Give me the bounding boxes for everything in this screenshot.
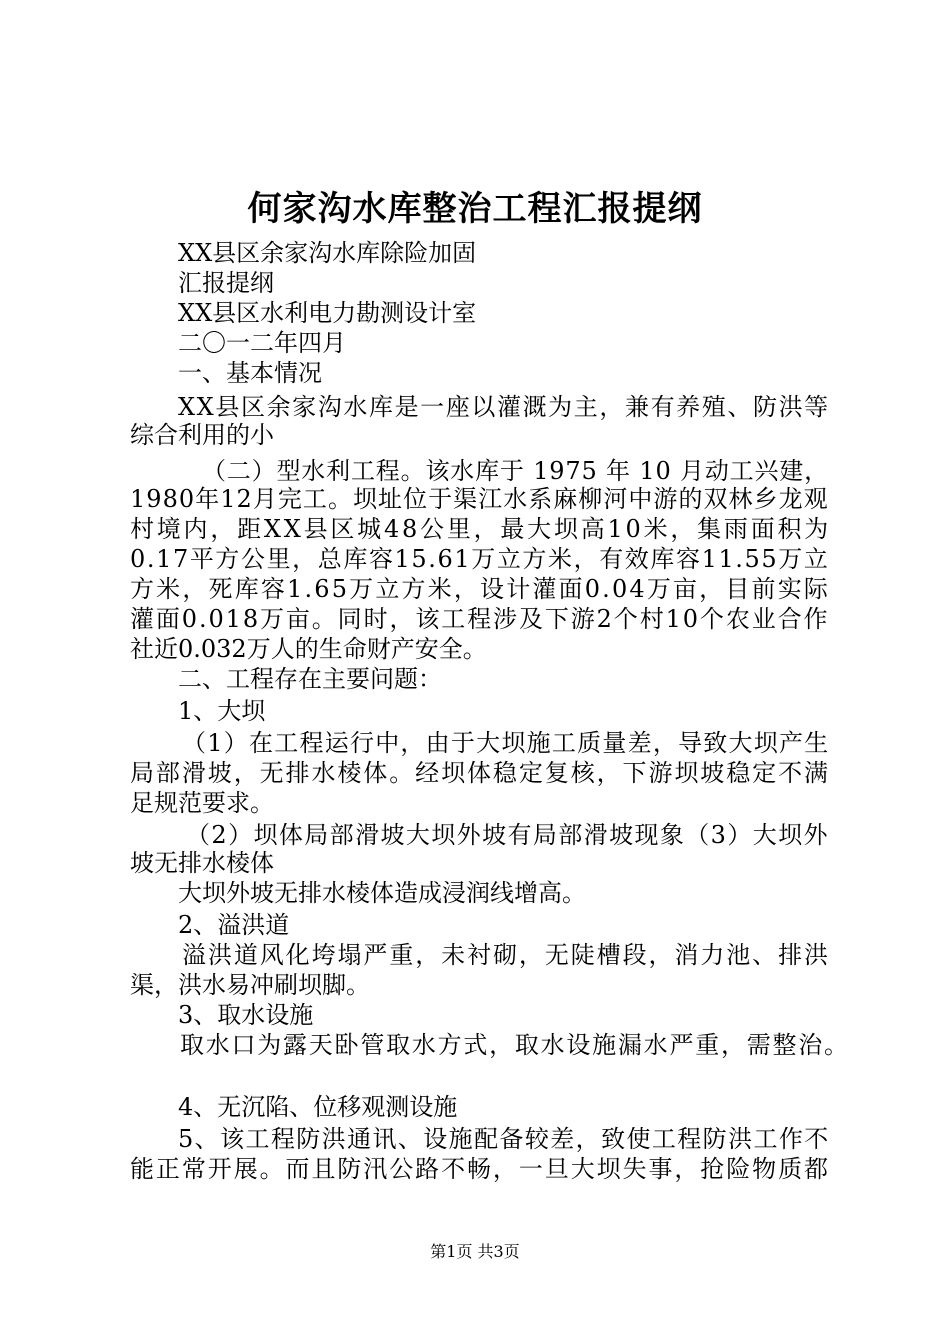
body-line: 取水口为露天卧管取水方式，取水设施漏水严重，需整治。 (180, 1031, 850, 1059)
body-line: 社近0.032万人的生命财产安全。 (130, 635, 487, 663)
body-line: 汇报提纲 (178, 269, 274, 297)
document-title: 何家沟水库整治工程汇报提纲 (247, 189, 703, 229)
body-line: 二、工程存在主要问题： (178, 665, 442, 693)
body-line: XX县区余家沟水库是一座以灌溉为主，兼有养殖、防洪等 (178, 393, 830, 421)
body-line: 足规范要求。 (130, 789, 274, 817)
body-line: 方米，死库容1.65万立方米，设计灌面0.04万亩，目前实际 (130, 575, 831, 603)
body-line: 溢洪道风化垮塌严重，未衬砌，无陡槽段，消力池、排洪 (182, 941, 830, 969)
body-line: 局部滑坡，无排水棱体。经坝体稳定复核，下游坝坡稳定不满 (130, 759, 830, 787)
body-line: （二）型水利工程。该水库于 1975 年 10 月动工兴建， (202, 457, 829, 485)
body-line: 1、大坝 (178, 697, 266, 725)
body-line: 二〇一二年四月 (178, 329, 346, 357)
body-line: 灌面0.018万亩。同时，该工程涉及下游2个村10个农业合作 (130, 605, 830, 633)
body-line: 村境内，距XX县区城48公里，最大坝高10米，集雨面积为 (130, 515, 832, 543)
body-line: （2）坝体局部滑坡大坝外坡有局部滑坡现象（3）大坝外 (186, 821, 829, 849)
page-footer: 第1页 共3页 (430, 1242, 520, 1261)
body-line: 大坝外坡无排水棱体造成浸润线增高。 (178, 879, 586, 907)
body-line: XX县区水利电力勘测设计室 (178, 299, 477, 327)
body-line: 0.17平方公里，总库容15.61万立方米，有效库容11.55万立 (130, 545, 830, 573)
body-line: 2、溢洪道 (178, 911, 290, 939)
body-line: 1980年12月完工。坝址位于渠江水系麻柳河中游的双林乡龙观 (130, 485, 829, 513)
body-line: 坡无排水棱体 (130, 849, 274, 877)
body-line: 一、基本情况 (178, 359, 322, 387)
body-line: 5、该工程防洪通讯、设施配备较差，致使工程防洪工作不 (178, 1125, 830, 1153)
body-line: 3、取水设施 (178, 1001, 314, 1029)
body-line: 渠，洪水易冲刷坝脚。 (130, 971, 370, 999)
body-line: XX县区余家沟水库除险加固 (178, 239, 477, 267)
body-line: 4、无沉陷、位移观测设施 (178, 1093, 458, 1121)
body-line: 能正常开展。而且防汛公路不畅，一旦大坝失事，抢险物质都 (130, 1155, 830, 1183)
body-line: 综合利用的小 (130, 421, 274, 449)
body-line: （1）在工程运行中，由于大坝施工质量差，导致大坝产生 (182, 729, 830, 757)
